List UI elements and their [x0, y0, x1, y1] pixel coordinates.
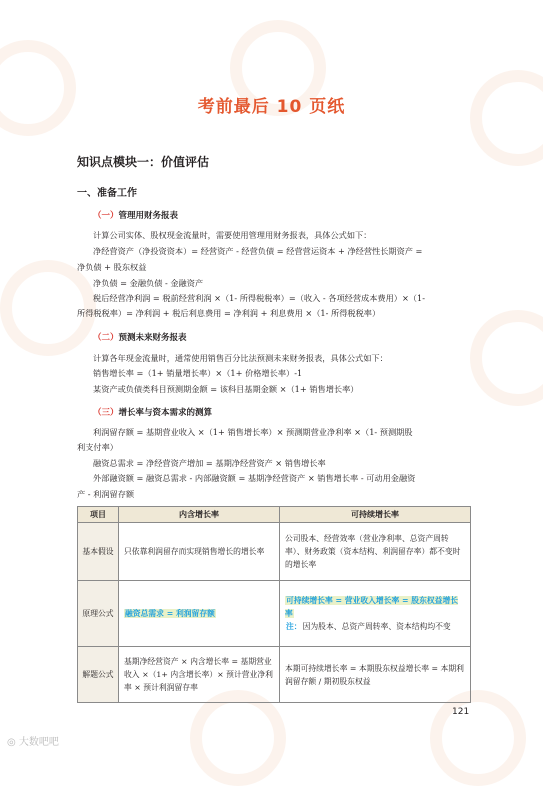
- row-label: 原理公式: [78, 581, 119, 647]
- table-cell: 基期净经营资产 × 内含增长率 = 基期营业收入 ×（1+ 内含增长率）× 预计营业净利率 × 预计利润留存率: [119, 647, 280, 703]
- table-header: 内含增长率: [119, 507, 280, 523]
- table-row: [78, 523, 471, 581]
- page-number: 121: [452, 707, 470, 717]
- row-label: 解题公式: [78, 647, 119, 703]
- watermark: [190, 690, 286, 786]
- table-cell: [280, 581, 471, 647]
- table-header: 项目: [78, 507, 119, 523]
- body-line: 计算各年现金流量时，通常使用销售百分比法预测未来财务报表，具体公式如下：: [93, 353, 388, 363]
- subsection-heading: [93, 209, 178, 221]
- table-row: [78, 581, 471, 647]
- table-cell: 只依靠利润留存而实现销售增长的增长率: [119, 523, 280, 581]
- body-line: 净负债 + 股东权益: [77, 262, 147, 272]
- table-header: 可持续增长率: [280, 507, 471, 523]
- subsection-label: 管理用财务报表: [118, 211, 179, 221]
- body-line: 产 - 利润留存额: [77, 489, 135, 499]
- section-heading: 一、准备工作: [77, 188, 137, 199]
- body-line: 税后经营净利润 = 税前经营利润 ×（1- 所得税税率）=（收入 - 各项经营成本费用）×（1-: [93, 293, 425, 303]
- table-cell: [119, 581, 280, 647]
- body-line: 计算公司实体、股权现金流量时，需要使用管理用财务报表，具体公式如下：: [93, 230, 372, 240]
- body-line: 净经营资产（净投资资本）= 经营资产 - 经营负债 = 经营营运资本 + 净经营性长期资产 =: [93, 246, 423, 256]
- note-label: 注：: [286, 622, 302, 631]
- module-heading: 知识点模块一：价值评估: [77, 155, 210, 169]
- body-line: 所得税税率）= 净利润 + 税后利息费用 = 净利润 + 利息费用 ×（1- 所得税税率）: [77, 308, 381, 318]
- watermark: [470, 70, 543, 166]
- note-text: 因为股本、总资产周转率、资本结构均不变: [302, 622, 451, 631]
- table-cell: 公司股本、经营效率（营业净利率、总资产周转率）、财务政策（资本结构、利润留存率）都不变时的增长率: [280, 523, 471, 581]
- subsection-label: 增长率与资本需求的测算: [118, 408, 213, 418]
- subsection-number: （三）: [93, 408, 119, 418]
- body-line: 净负债 = 金融负债 - 金融资产: [93, 278, 204, 288]
- highlighted-formula: 融资总需求 = 利润留存额: [125, 609, 215, 618]
- body-line: 外部融资额 = 融资总需求 - 内部融资额 = 基期净经营资产 × 销售增长率 - 可动用金融资: [93, 473, 416, 483]
- growth-comparison-table: [77, 506, 471, 703]
- subsection-label: 预测未来财务报表: [118, 333, 187, 343]
- table-header-row: [78, 507, 471, 523]
- watermark: [430, 690, 526, 786]
- highlighted-formula: 可持续增长率 = 营业收入增长率 = 股东权益增长率: [285, 596, 459, 618]
- subsection-number: （一）: [93, 211, 119, 221]
- footer-logo: [7, 733, 59, 748]
- page-title: 考前最后 10 页纸: [197, 97, 346, 117]
- watermark: [470, 310, 543, 406]
- body-line: 融资总需求 = 净经营资产增加 = 基期净经营资产 × 销售增长率: [93, 458, 326, 468]
- body-line: 利支付率）: [77, 442, 118, 452]
- subsection-heading: [93, 406, 212, 418]
- watermark: [0, 40, 76, 136]
- row-label: 基本假设: [78, 523, 119, 581]
- subsection-number: （二）: [93, 333, 119, 343]
- logo-text: 大数吧吧: [18, 737, 59, 748]
- table-row: [78, 647, 471, 703]
- body-line: 某资产或负债类科目预测期金额 = 该科目基期金额 ×（1+ 销售增长率）: [93, 384, 359, 394]
- logo-icon: ◎: [7, 737, 16, 748]
- body-line: 利润留存额 = 基期营业收入 ×（1+ 销售增长率）× 预测期营业净利率 ×（1- 预测期股: [93, 427, 413, 437]
- subsection-heading: [93, 331, 187, 343]
- table-cell: 本期可持续增长率 = 本期股东权益增长率 = 本期利润留存额 / 期初股东权益: [280, 647, 471, 703]
- body-line: 销售增长率 =（1+ 销量增长率）×（1+ 价格增长率）-1: [93, 368, 303, 378]
